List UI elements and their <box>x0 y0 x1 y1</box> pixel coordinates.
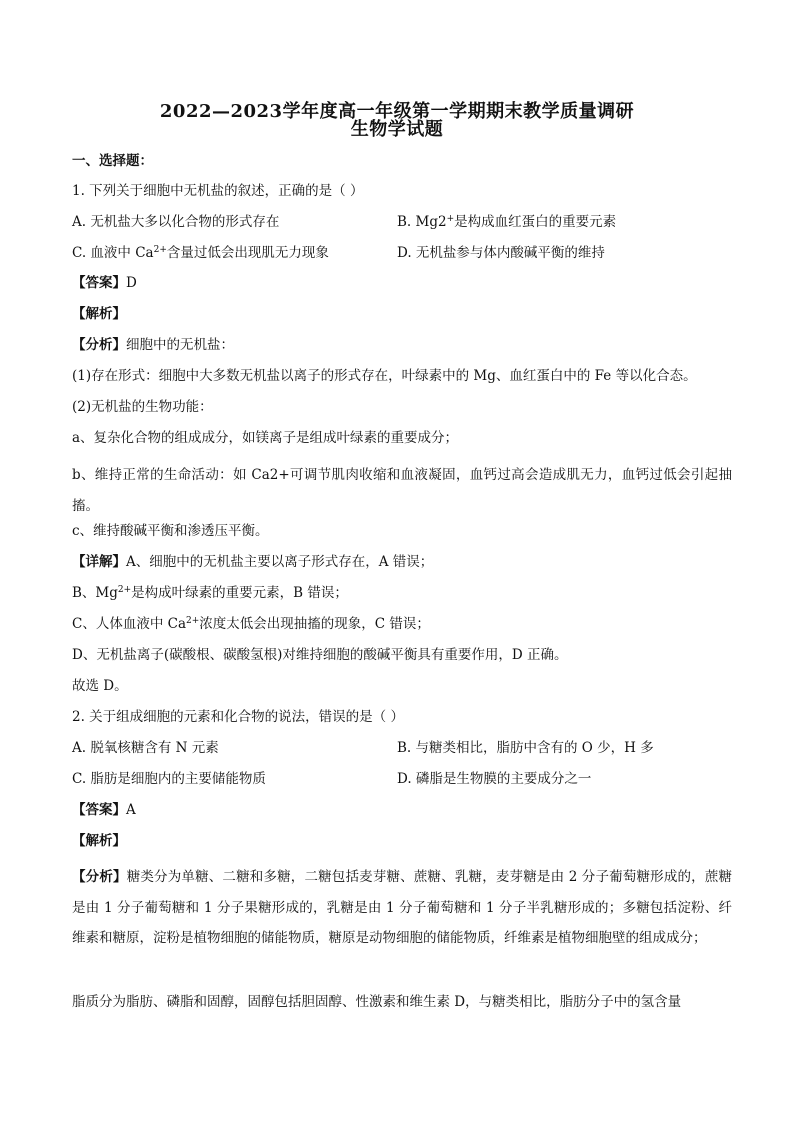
page-title: 2022—2023学年度高一年级第一学期期末教学质量调研 <box>159 101 635 122</box>
q1-detail-2 <box>72 584 732 602</box>
q1-paragraph-2: (2)无机盐的生物功能： <box>72 399 213 415</box>
q1-answer-tag: 【答案】 <box>72 275 126 291</box>
q2-option-d: D. 磷脂是生物膜的主要成分之一 <box>397 771 592 787</box>
q1-option-b <box>397 213 616 231</box>
q2-answer <box>72 801 732 819</box>
q2-option-b: B. 与糖类相比，脂肪中含有的 O 少，H 多 <box>397 740 654 756</box>
q1-stem: 1. 下列关于细胞中无机盐的叙述，正确的是（ ） <box>72 183 364 199</box>
q1-detail-5: 故选 D。 <box>72 678 128 694</box>
q1-detail-1 <box>72 553 732 571</box>
q1-detail-4: D、无机盐离子(碳酸根、碳酸氢根)对维持细胞的酸碱平衡具有重要作用，D 正确。 <box>72 647 568 663</box>
page-subtitle: 生物学试题 <box>350 119 444 140</box>
q1-detail-3-pre: C、人体血液中 Ca <box>72 616 186 632</box>
q1-analysis-tag: 【解析】 <box>72 306 126 322</box>
q1-detail-3-post: 浓度太低会出现抽搐的现象，C 错误； <box>199 616 430 632</box>
q1-detail-3-sup: 2+ <box>186 616 200 626</box>
q1-option-b-sup: + <box>446 214 455 224</box>
q1-paragraph-4: b、维持正常的生命活动：如 Ca2+可调节肌肉收缩和血液凝固，血钙过高会造成肌无力，血钙过低会引起抽搐。 <box>72 467 732 514</box>
q1-answer-value: D <box>126 275 137 291</box>
q1-answer <box>72 274 732 292</box>
section-heading: 一、选择题： <box>72 153 153 169</box>
q1-paragraph-5: c、维持酸碱平衡和渗透压平衡。 <box>72 523 269 539</box>
q1-detail-1-text: A、细胞中的无机盐主要以离子形式存在，A 错误； <box>126 554 434 570</box>
q1-option-b-post: 是构成血红蛋白的重要元素 <box>454 214 617 230</box>
q1-detail-2-post: 是构成叶绿素的重要元素，B 错误； <box>131 585 348 601</box>
q2-option-c: C. 脂肪是细胞内的主要储能物质 <box>72 771 266 787</box>
q1-detail-2-pre: B、Mg <box>72 585 118 601</box>
q1-paragraph-3: a、复杂化合物的组成成分，如镁离子是组成叶绿素的重要成分； <box>72 430 459 446</box>
q2-option-a: A. 脱氧核糖含有 N 元素 <box>72 740 219 756</box>
q1-paragraph-1: (1)存在形式：细胞中大多数无机盐以离子的形式存在，叶绿素中的 Mg、血红蛋白中的 Fe 等以化合态。 <box>72 368 697 384</box>
q1-option-b-pre: B. Mg2 <box>397 214 447 230</box>
q2-fenxi <box>72 862 732 986</box>
q1-detail-2-sup: 2+ <box>117 585 132 595</box>
q1-option-c-pre: C. 血液中 Ca <box>72 245 154 261</box>
q1-option-c-sup: 2+ <box>153 245 167 255</box>
q1-option-c-post: 含量过低会出现肌无力现象 <box>166 245 329 261</box>
q1-fenxi-text: 细胞中的无机盐： <box>126 337 234 353</box>
q2-stem: 2. 关于组成细胞的元素和化合物的说法，错误的是（ ） <box>72 709 404 725</box>
q2-answer-tag: 【答案】 <box>72 802 126 818</box>
q1-option-a: A. 无机盐大多以化合物的形式存在 <box>72 214 280 230</box>
q2-paragraph-last: 脂质分为脂肪、磷脂和固醇，固醇包括胆固醇、性激素和维生素 D，与糖类相比，脂肪分子中的氢含量 <box>72 994 682 1010</box>
q2-fenxi-text: 糖类分为单糖、二糖和多糖，二糖包括麦芽糖、蔗糖、乳糖，麦芽糖是由 2 分子葡萄糖形成的，蔗糖是由 1 分子葡萄糖和 1 分子果糖形成的，乳糖是由 1 分子葡萄糖和 1 分子半乳糖形成的；多糖包括淀粉、纤维素和糖原，淀粉是植物细胞的储能物质，糖原是动物细胞的储能物质，纤维素是植物细胞壁的组成成分； <box>72 869 733 946</box>
q1-fenxi-tag: 【分析】 <box>72 337 126 353</box>
q1-fenxi <box>72 336 732 354</box>
q2-fenxi-tag: 【分析】 <box>72 869 127 885</box>
q1-detail-tag: 【详解】 <box>72 554 126 570</box>
q2-answer-value: A <box>126 802 136 818</box>
q1-option-d: D. 无机盐参与体内酸碱平衡的维持 <box>397 245 605 261</box>
q1-detail-3 <box>72 615 732 633</box>
q2-analysis-tag: 【解析】 <box>72 833 126 849</box>
